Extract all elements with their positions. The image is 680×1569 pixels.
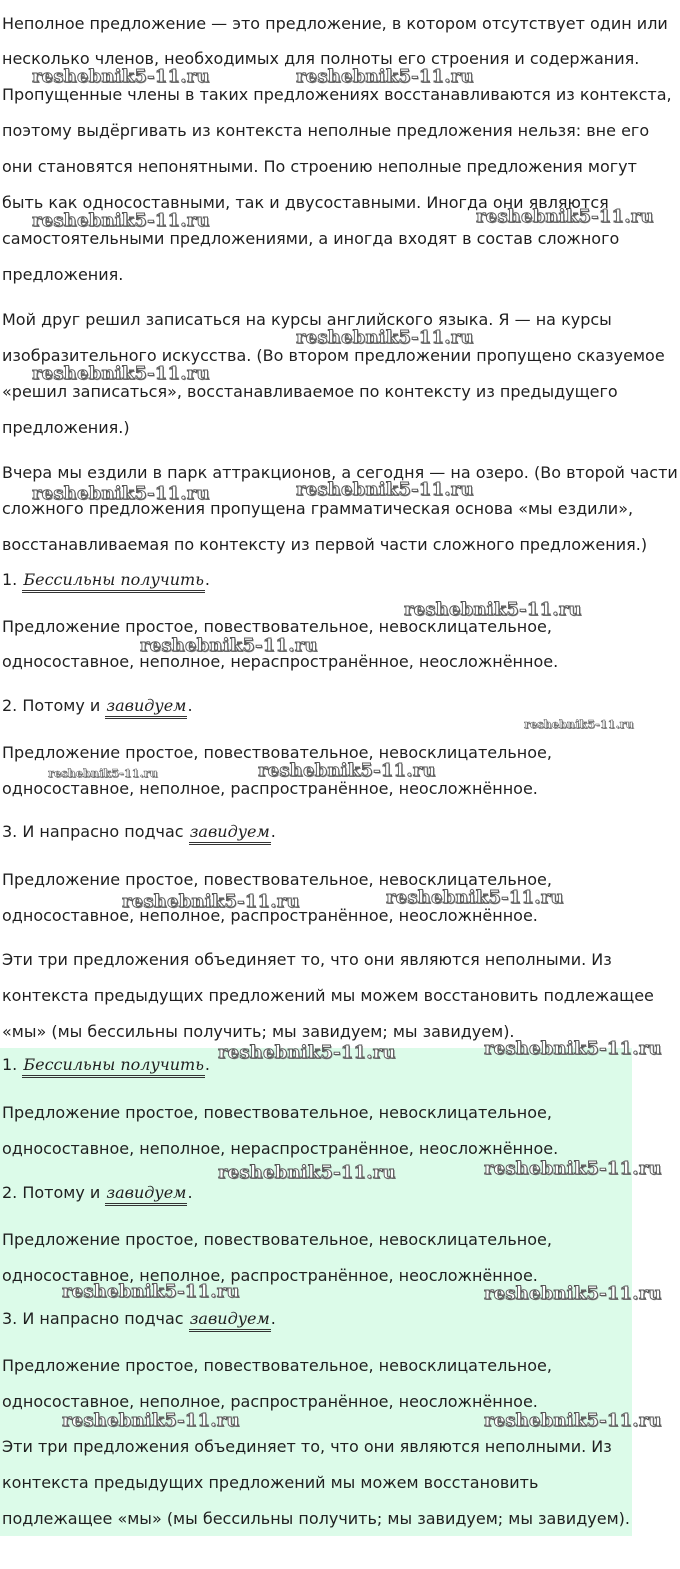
analysis-line: односоставное, неполное, нераспространённое, неосложнённое. bbox=[2, 652, 559, 671]
theory-line: самостоятельными предложениями, а иногда входят в состав сложного bbox=[2, 229, 620, 248]
watermark: reshebnik5-11.ru bbox=[32, 66, 210, 87]
watermark: reshebnik5-11.ru bbox=[32, 483, 210, 504]
watermark: reshebnik5-11.ru bbox=[32, 210, 210, 231]
watermark: reshebnik5-11.ru bbox=[404, 599, 582, 620]
watermark: reshebnik5-11.ru bbox=[484, 1038, 662, 1059]
answer-analysis-line: Предложение простое, повествовательное, невосклицательное, bbox=[2, 1103, 552, 1122]
watermark: reshebnik5-11.ru bbox=[140, 635, 318, 656]
answer-sentence-heading: 1. Бессильны получить. bbox=[2, 1055, 210, 1075]
watermark: reshebnik5-11.ru bbox=[258, 760, 436, 781]
example-line: предложения.) bbox=[2, 418, 130, 437]
analysis-line: Предложение простое, повествовательное, невосклицательное, bbox=[2, 743, 552, 762]
predicate: завидуем bbox=[105, 1183, 187, 1206]
watermark: reshebnik5-11.ru bbox=[296, 479, 474, 500]
example-line: сложного предложения пропущена грамматическая основа «мы ездили», bbox=[2, 499, 634, 518]
answer-analysis-line: односоставное, неполное, распространённое, неосложнённое. bbox=[2, 1266, 538, 1285]
watermark: reshebnik5-11.ru bbox=[386, 887, 564, 908]
predicate: завидуем bbox=[189, 822, 271, 845]
watermark: reshebnik5-11.ru bbox=[32, 363, 210, 384]
conclusion-line: Эти три предложения объединяет то, что они являются неполными. Из bbox=[2, 950, 612, 969]
sentence-heading: 1. Бессильны получить. bbox=[2, 570, 210, 590]
predicate: завидуем bbox=[189, 1309, 271, 1332]
example-line: Мой друг решил записаться на курсы английского языка. Я — на курсы bbox=[2, 310, 612, 329]
watermark: reshebnik5-11.ru bbox=[48, 767, 158, 780]
watermark: reshebnik5-11.ru bbox=[122, 891, 300, 912]
theory-line: быть как односоставными, так и двусоставными. Иногда они являются bbox=[2, 193, 609, 212]
watermark: reshebnik5-11.ru bbox=[484, 1283, 662, 1304]
theory-line: предложения. bbox=[2, 265, 124, 284]
answer-analysis-line: односоставное, неполное, распространённое, неосложнённое. bbox=[2, 1392, 538, 1411]
predicate: Бессильны получить bbox=[22, 570, 205, 593]
conclusion-line: «мы» (мы бессильны получить; мы завидуем; мы завидуем). bbox=[2, 1022, 515, 1041]
watermark: reshebnik5-11.ru bbox=[476, 206, 654, 227]
theory-line: Неполное предложение — это предложение, в котором отсутствует один или bbox=[2, 14, 668, 33]
theory-line: поэтому выдёргивать из контекста неполные предложения нельзя: вне его bbox=[2, 121, 650, 140]
predicate: Бессильны получить bbox=[22, 1055, 205, 1078]
example-line: восстанавливаемая по контексту из первой части сложного предложения.) bbox=[2, 535, 648, 554]
analysis-line: Предложение простое, повествовательное, невосклицательное, bbox=[2, 870, 552, 889]
watermark: reshebnik5-11.ru bbox=[524, 718, 634, 731]
theory-line: несколько членов, необходимых для полноты его строения и содержания. bbox=[2, 49, 640, 68]
watermark: reshebnik5-11.ru bbox=[296, 327, 474, 348]
watermark: reshebnik5-11.ru bbox=[484, 1410, 662, 1431]
watermark: reshebnik5-11.ru bbox=[62, 1281, 240, 1302]
watermark: reshebnik5-11.ru bbox=[484, 1158, 662, 1179]
analysis-line: односоставное, неполное, распространённое, неосложнённое. bbox=[2, 779, 538, 798]
conclusion-line: контекста предыдущих предложений мы можем восстановить подлежащее bbox=[2, 986, 654, 1005]
theory-line: они становятся непонятными. По строению неполные предложения могут bbox=[2, 157, 637, 176]
predicate: завидуем bbox=[105, 696, 187, 719]
watermark: reshebnik5-11.ru bbox=[296, 66, 474, 87]
answer-analysis-line: Предложение простое, повествовательное, невосклицательное, bbox=[2, 1230, 552, 1249]
answer-conclusion-line: подлежащее «мы» (мы бессильны получить; мы завидуем; мы завидуем). bbox=[2, 1509, 630, 1528]
watermark: reshebnik5-11.ru bbox=[218, 1162, 396, 1183]
analysis-line: Предложение простое, повествовательное, невосклицательное, bbox=[2, 617, 552, 636]
example-line: Вчера мы ездили в парк аттракционов, а сегодня — на озеро. (Во второй части bbox=[2, 463, 678, 482]
answer-conclusion-line: Эти три предложения объединяет то, что они являются неполными. Из bbox=[2, 1437, 612, 1456]
answer-sentence-heading: 2. Потому и завидуем. bbox=[2, 1183, 193, 1203]
answer-conclusion-line: контекста предыдущих предложений мы можем восстановить bbox=[2, 1473, 539, 1492]
watermark: reshebnik5-11.ru bbox=[218, 1042, 396, 1063]
answer-sentence-heading: 3. И напрасно подчас завидуем. bbox=[2, 1309, 276, 1329]
theory-line: Пропущенные члены в таких предложениях восстанавливаются из контекста, bbox=[2, 85, 672, 104]
answer-analysis-line: односоставное, неполное, нераспространённое, неосложнённое. bbox=[2, 1139, 559, 1158]
watermark: reshebnik5-11.ru bbox=[62, 1410, 240, 1431]
analysis-line: односоставное, неполное, распространённое, неосложнённое. bbox=[2, 906, 538, 925]
example-line: изобразительного искусства. (Во втором предложении пропущено сказуемое bbox=[2, 346, 665, 365]
sentence-heading: 2. Потому и завидуем. bbox=[2, 696, 193, 716]
example-line: «решил записаться», восстанавливаемое по контексту из предыдущего bbox=[2, 382, 618, 401]
answer-analysis-line: Предложение простое, повествовательное, невосклицательное, bbox=[2, 1356, 552, 1375]
sentence-heading: 3. И напрасно подчас завидуем. bbox=[2, 822, 276, 842]
